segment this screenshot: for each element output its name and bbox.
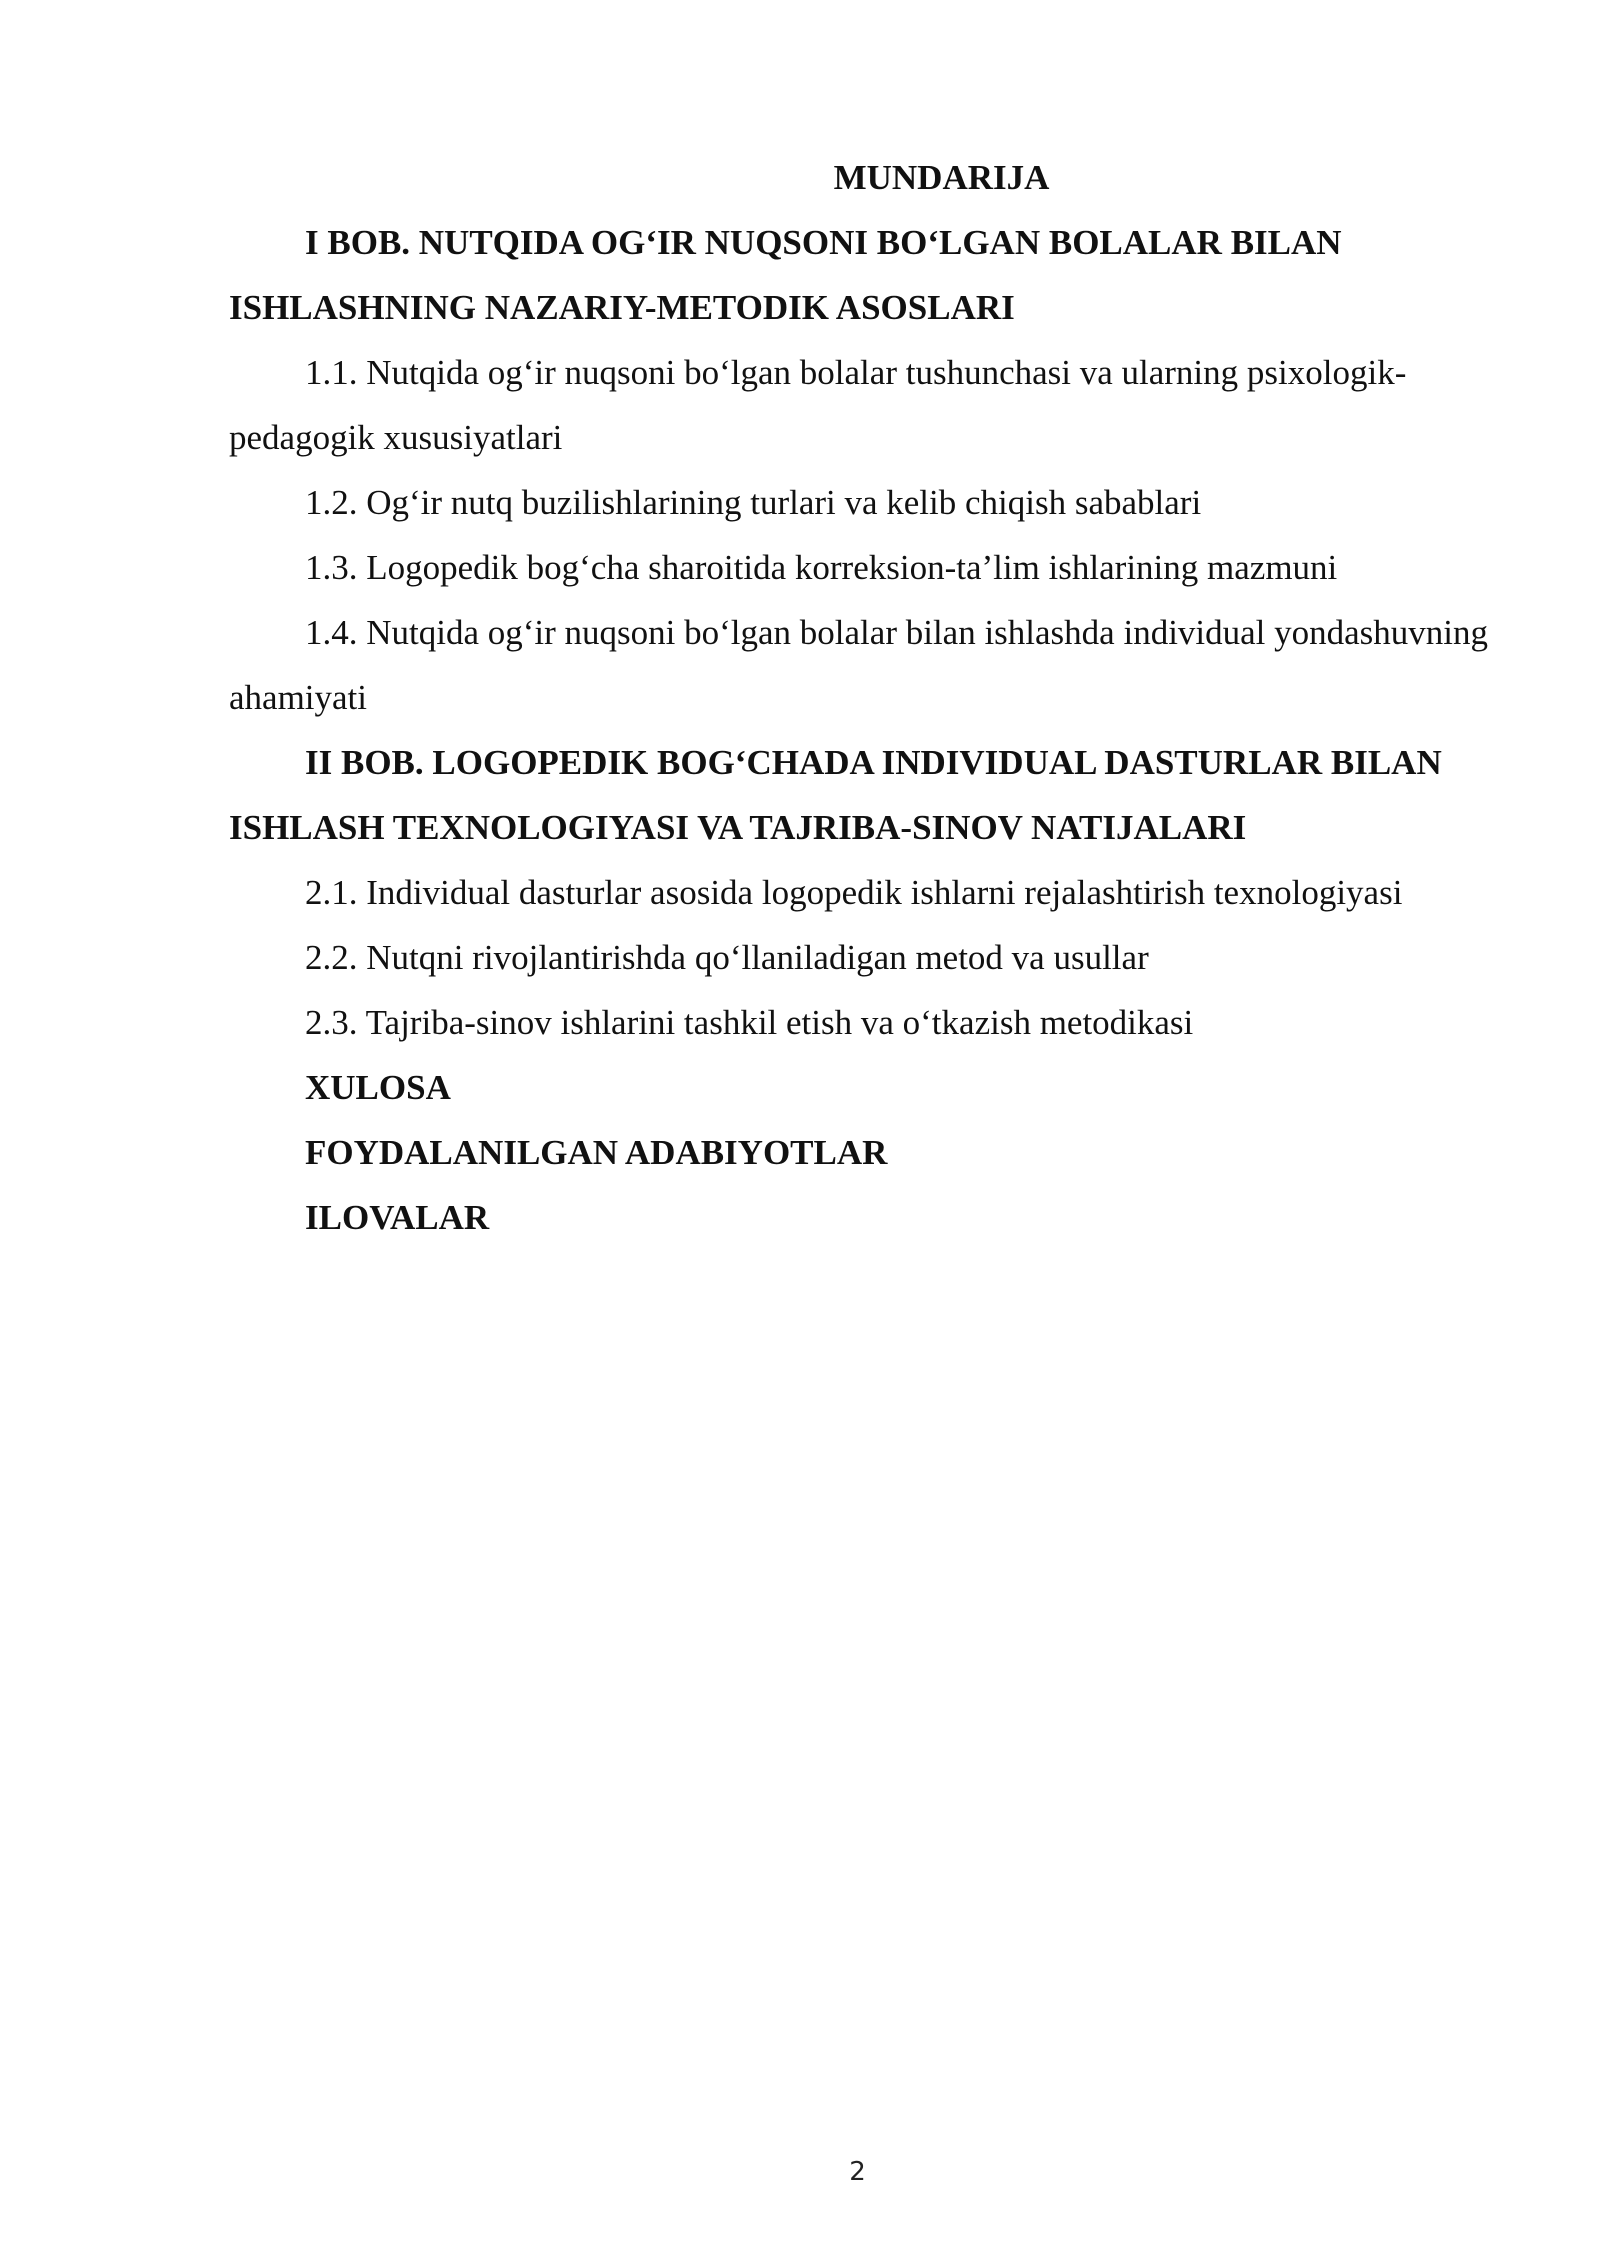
toc-conclusion: XULOSA: [305, 1068, 451, 1107]
toc-section-2-3: 2.3. Tajriba-sinov ishlarini tashkil etish va o‘tkazish metodikasi: [305, 1003, 1194, 1042]
toc-section-1-3: 1.3. Logopedik bog‘cha sharoitida korreksion-ta’lim ishlarining mazmuni: [305, 548, 1338, 587]
toc-section-2-2: 2.2. Nutqni rivojlantirishda qo‘llaniladigan metod va usullar: [305, 938, 1149, 977]
table-of-contents: [229, 145, 1504, 1250]
toc-section-1-1: 1.1. Nutqida og‘ir nuqsoni bo‘lgan bolalar tushunchasi va ularning psixologik-pedagogik xususiyatlari: [229, 353, 1407, 457]
toc-section-2-1: 2.1. Individual dasturlar asosida logopedik ishlarni rejalashtirish texnologiyasi: [305, 873, 1403, 912]
toc-appendices: ILOVALAR: [305, 1198, 490, 1237]
toc-chapter-1: I BOB. NUTQIDA OG‘IR NUQSONI BO‘LGAN BOLALAR BILAN ISHLASHNING NAZARIY-METODIK ASOSLARI: [229, 223, 1342, 327]
toc-title: MUNDARIJA: [833, 158, 1050, 197]
page-number: 2: [849, 2157, 866, 2187]
toc-section-1-2: 1.2. Og‘ir nutq buzilishlarining turlari va kelib chiqish sabablari: [305, 483, 1202, 522]
toc-chapter-2: II BOB. LOGOPEDIK BOG‘CHADA INDIVIDUAL DASTURLAR BILAN ISHLASH TEXNOLOGIYASI VA TAJRIBA-SINOV NATIJALARI: [229, 743, 1442, 847]
toc-section-1-4: 1.4. Nutqida og‘ir nuqsoni bo‘lgan bolalar bilan ishlashda individual yondashuvning ahamiyati: [229, 613, 1489, 717]
toc-references: FOYDALANILGAN ADABIYOTLAR: [305, 1133, 888, 1172]
